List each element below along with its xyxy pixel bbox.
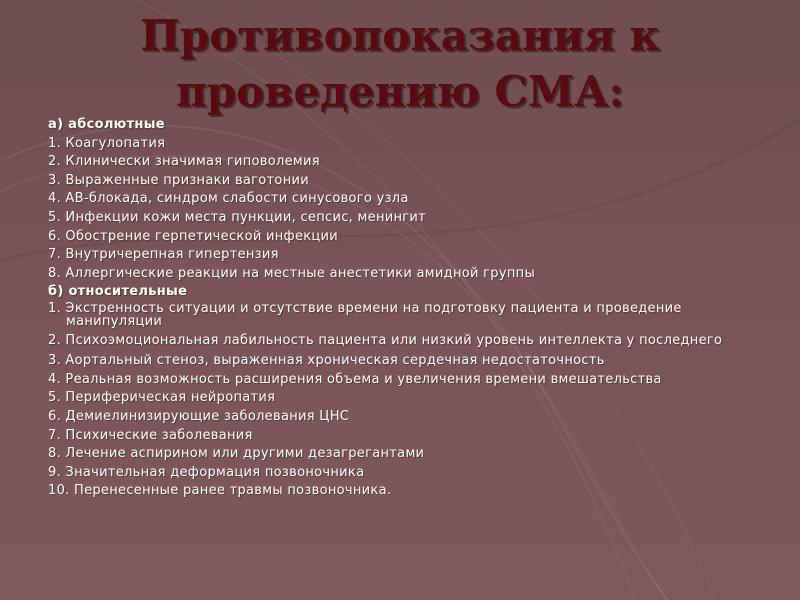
slide-title: [40, 8, 760, 120]
list-item: 5. Периферическая нейропатия: [48, 390, 276, 406]
list-item: 8. Лечение аспирином или другими дезагрегантами: [48, 446, 425, 462]
slide-title-line-1: Противопоказания к: [140, 11, 660, 60]
relative-contraindications-heading: б) относительные: [48, 284, 188, 300]
list-item: 1. Экстренность ситуации и отсутствие времени на подготовку пациента и проведение манипуляции: [48, 300, 682, 329]
relative-contraindications-list: [48, 302, 768, 501]
list-item: 7. Внутричерепная гипертензия: [48, 247, 279, 263]
list-item: 10. Перенесенные ранее травмы позвоночника.: [48, 483, 392, 499]
list-item: 6. Демиелинизирующие заболевания ЦНС: [48, 408, 350, 424]
list-item: 1. Коагулопатия: [48, 135, 166, 151]
list-item: 7. Психические заболевания: [48, 427, 253, 443]
list-item: 4. АВ-блокада, синдром слабости синусового узла: [48, 191, 409, 207]
list-item: 3. Аортальный стеноз, выраженная хроническая сердечная недостаточность: [48, 353, 605, 369]
list-item: 4. Реальная возможность расширения объема и увеличения времени вмешательства: [48, 371, 662, 387]
list-item: 5. Инфекции кожи места пункции, сепсис, менингит: [48, 209, 427, 225]
slide-content: [48, 116, 768, 501]
slide-title-line-2: проведению СМА:: [176, 67, 624, 116]
list-item: 6. Обострение герпетической инфекции: [48, 228, 339, 244]
list-item: 8. Аллергические реакции на местные анестетики амидной группы: [48, 265, 536, 281]
absolute-contraindications-heading: а) абсолютные: [48, 117, 165, 132]
absolute-contraindications-list: [48, 135, 768, 284]
list-item: 9. Значительная деформация позвоночника: [48, 464, 365, 480]
list-item: 2. Клинически значимая гиповолемия: [48, 154, 320, 170]
list-item: 2. Психоэмоциональная лабильность пациента или низкий уровень интеллекта у последнего: [48, 332, 723, 348]
list-item: 3. Выраженные признаки ваготонии: [48, 172, 309, 188]
